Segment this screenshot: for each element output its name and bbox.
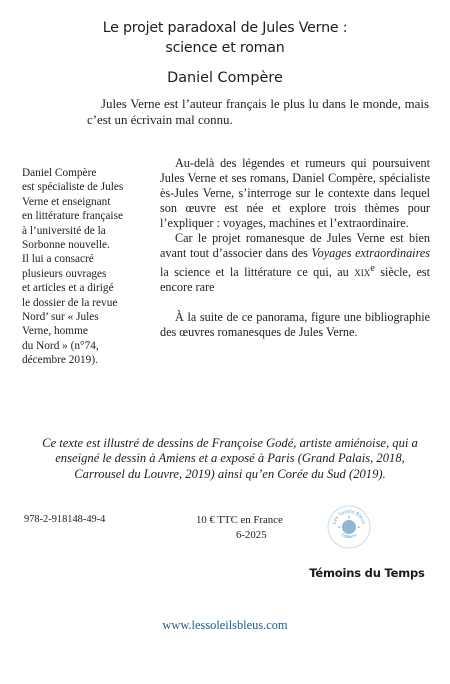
bio-line: et articles et a dirigé bbox=[22, 282, 114, 295]
bio-line: du Nord » (n°74, bbox=[22, 339, 99, 352]
summary-paragraph-1: Au-delà des légendes et rumeurs qui poursuivent Jules Verne et ses romans, Daniel Compère, spécialiste ès-Jules Verne, s’interroge sur le contexte dans lequel son œuvre est née et explore trois thèmes pour l’expliquer : voyages, machines et l’extraordinaire. bbox=[160, 156, 430, 230]
book-title-line-2: science et roman bbox=[165, 40, 285, 56]
para2-start: Car le projet romanesque de Jules Verne est bien avant tout d’associer dans des bbox=[160, 231, 430, 260]
bio-line: en littérature française bbox=[22, 210, 123, 223]
publisher-website-link[interactable]: www.lessoleilsbleus.com bbox=[162, 618, 288, 632]
century-numeral: xix bbox=[354, 265, 371, 280]
bio-line: Verne, homme bbox=[22, 325, 88, 338]
para2-end: siècle, est encore rare bbox=[160, 265, 430, 295]
century-superscript: e bbox=[370, 263, 375, 274]
print-date-code: 6-2025 bbox=[236, 529, 267, 541]
isbn: 978-2-918148-49-4 bbox=[24, 514, 106, 525]
logo-name-text: Les Soleils Bleus bbox=[332, 509, 366, 525]
series-title: Voyages extraordinaires bbox=[311, 246, 431, 260]
publisher-logo bbox=[326, 504, 372, 555]
bio-line: Sorbonne nouvelle. bbox=[22, 239, 110, 252]
bio-line: à l’université de la bbox=[22, 224, 106, 237]
publisher-collection: Témoins du Temps bbox=[309, 566, 425, 580]
bio-line: le dossier de la revue bbox=[22, 296, 118, 309]
bio-line: Daniel Compère bbox=[22, 167, 97, 179]
logo-editions-text: Éditions bbox=[340, 532, 358, 540]
price: 10 € TTC en France bbox=[196, 514, 283, 526]
para2-mid: la science et la littérature ce qui, au bbox=[160, 265, 355, 280]
summary-paragraph-3: À la suite de ce panorama, figure une bibliographie des œuvres romanesques de Jules Verne. bbox=[160, 310, 430, 340]
bio-line: Nord’ sur « Jules bbox=[22, 311, 99, 324]
illustration-credit: Ce texte est illustré de dessins de Françoise Godé, artiste amiénoise, qui a enseigné le dessin à Amiens et a exposé à Paris (Grand Palais, 2018, Carrousel du Louvre, 2019) ainsi qu’en Corée du Sud (2019). bbox=[42, 436, 418, 481]
summary-paragraph-2 bbox=[160, 231, 430, 295]
bio-line: est spécialiste de Jules bbox=[22, 181, 124, 194]
bio-line: décembre 2019). bbox=[22, 354, 98, 367]
summary-text bbox=[160, 156, 430, 340]
bio-line: Il lui a consacré bbox=[22, 253, 94, 266]
sun-logo-icon bbox=[326, 504, 372, 550]
author-bio bbox=[22, 166, 142, 368]
bio-line: Verne et enseignant bbox=[22, 195, 111, 208]
author-name: Daniel Compère bbox=[167, 70, 283, 86]
book-title-line-1: Le projet paradoxal de Jules Verne : bbox=[102, 20, 348, 36]
lead-paragraph: Jules Verne est l’auteur français le plus lu dans le monde, mais c’est un écrivain mal connu. bbox=[87, 97, 429, 127]
bio-line: plusieurs ouvrages bbox=[22, 267, 107, 280]
